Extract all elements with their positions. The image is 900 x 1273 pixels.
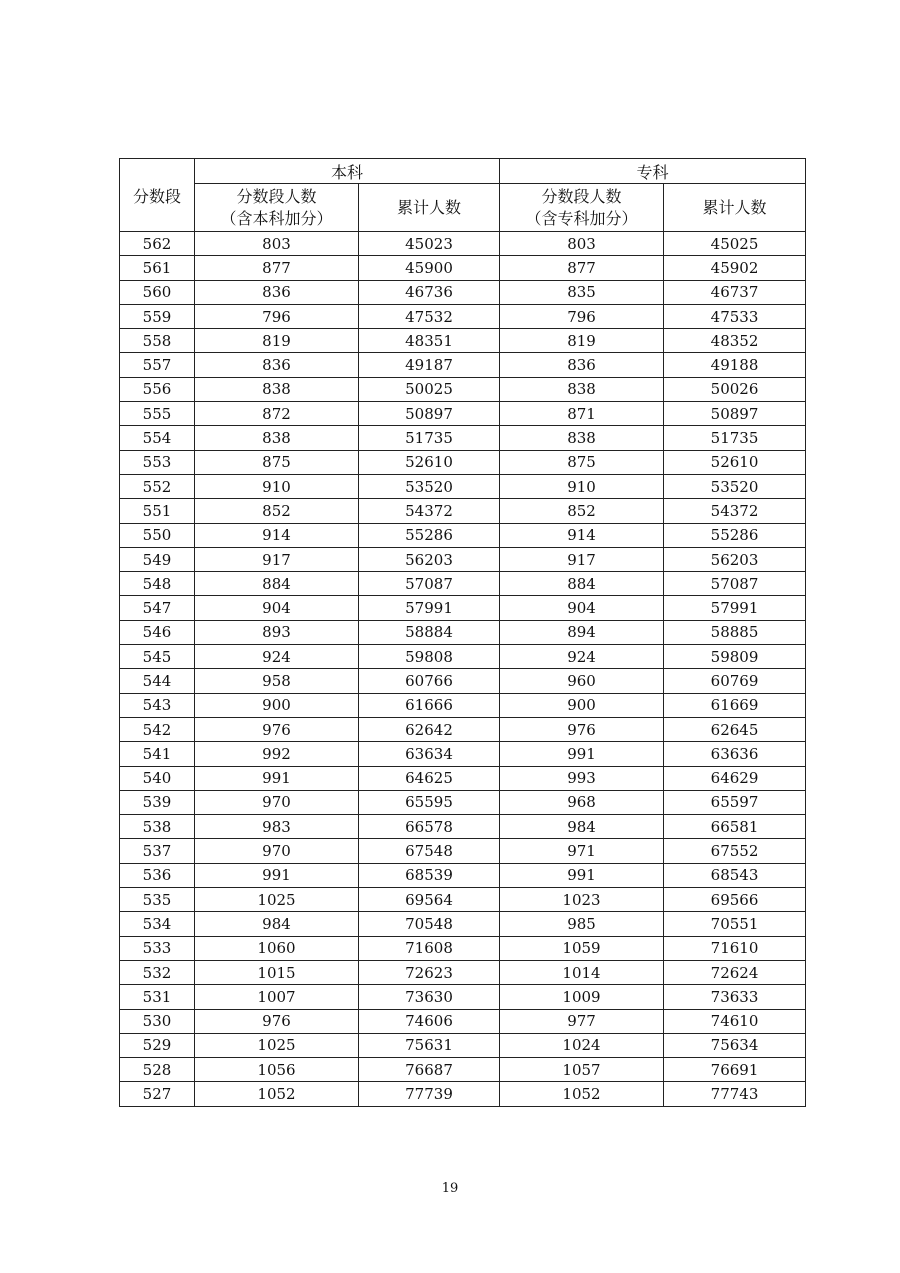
- undergrad-count-cell: 984: [195, 912, 359, 936]
- vocational-count-cell: 884: [500, 572, 664, 596]
- vocational-cumulative-cell: 45025: [664, 232, 806, 256]
- undergrad-cumulative-cell: 52610: [359, 450, 500, 474]
- undergrad-count-cell: 970: [195, 790, 359, 814]
- undergrad-cumulative-cell: 50025: [359, 377, 500, 401]
- score-cell: 557: [120, 353, 195, 377]
- undergrad-count-cell: 976: [195, 1009, 359, 1033]
- vocational-cumulative-cell: 53520: [664, 474, 806, 498]
- vocational-count-cell: 838: [500, 377, 664, 401]
- undergrad-cumulative-cell: 58884: [359, 620, 500, 644]
- undergrad-cumulative-cell: 60766: [359, 669, 500, 693]
- vocational-count-cell: 894: [500, 620, 664, 644]
- vocational-count-cell: 1023: [500, 888, 664, 912]
- undergrad-count-cell: 910: [195, 474, 359, 498]
- vocational-group-header: 专科: [500, 159, 806, 184]
- table-row: [120, 863, 806, 887]
- vocational-count-cell: 852: [500, 499, 664, 523]
- table-row: [120, 1009, 806, 1033]
- undergrad-group-header: 本科: [195, 159, 500, 184]
- vocational-cumulative-cell: 49188: [664, 353, 806, 377]
- table-row: [120, 596, 806, 620]
- vocational-cumulative-cell: 47533: [664, 304, 806, 328]
- score-cell: 559: [120, 304, 195, 328]
- undergrad-count-cell: 1025: [195, 1033, 359, 1057]
- undergrad-count-header-line1: 分数段人数: [236, 186, 317, 206]
- undergrad-count-cell: 970: [195, 839, 359, 863]
- vocational-count-cell: 796: [500, 304, 664, 328]
- table-row: [120, 936, 806, 960]
- score-cell: 555: [120, 402, 195, 426]
- vocational-count-cell: 835: [500, 280, 664, 304]
- vocational-count-cell: 1052: [500, 1082, 664, 1106]
- score-cell: 532: [120, 960, 195, 984]
- undergrad-cumulative-cell: 76687: [359, 1058, 500, 1082]
- score-cell: 537: [120, 839, 195, 863]
- undergrad-count-cell: 991: [195, 863, 359, 887]
- undergrad-count-cell: 991: [195, 766, 359, 790]
- table-row: [120, 669, 806, 693]
- vocational-cumulative-cell: 68543: [664, 863, 806, 887]
- score-cell: 554: [120, 426, 195, 450]
- table-row: [120, 402, 806, 426]
- undergrad-cumulative-cell: 57991: [359, 596, 500, 620]
- undergrad-count-cell: 838: [195, 377, 359, 401]
- table-row: [120, 888, 806, 912]
- undergrad-count-cell: 893: [195, 620, 359, 644]
- undergrad-count-cell: 904: [195, 596, 359, 620]
- table-row: [120, 474, 806, 498]
- vocational-count-cell: 984: [500, 815, 664, 839]
- undergrad-cumulative-cell: 46736: [359, 280, 500, 304]
- undergrad-cumulative-cell: 68539: [359, 863, 500, 887]
- vocational-cumulative-cell: 56203: [664, 547, 806, 571]
- score-cell: 535: [120, 888, 195, 912]
- undergrad-count-cell: 836: [195, 353, 359, 377]
- undergrad-cumulative-cell: 66578: [359, 815, 500, 839]
- vocational-count-cell: 1009: [500, 985, 664, 1009]
- vocational-count-cell: 914: [500, 523, 664, 547]
- score-cell: 545: [120, 645, 195, 669]
- score-cell: 540: [120, 766, 195, 790]
- vocational-cumulative-cell: 52610: [664, 450, 806, 474]
- vocational-count-cell: 838: [500, 426, 664, 450]
- table-row: [120, 815, 806, 839]
- undergrad-count-cell: 958: [195, 669, 359, 693]
- undergrad-count-cell: 1007: [195, 985, 359, 1009]
- vocational-cumulative-cell: 69566: [664, 888, 806, 912]
- score-cell: 547: [120, 596, 195, 620]
- vocational-count-cell: 976: [500, 717, 664, 741]
- table-row: [120, 717, 806, 741]
- undergrad-count-cell: 852: [195, 499, 359, 523]
- vocational-cumulative-cell: 51735: [664, 426, 806, 450]
- score-cell: 546: [120, 620, 195, 644]
- vocational-count-cell: 904: [500, 596, 664, 620]
- header-group-row: [120, 159, 806, 184]
- score-cell: 558: [120, 329, 195, 353]
- score-distribution-table: [119, 158, 806, 1107]
- table-row: [120, 353, 806, 377]
- vocational-count-header-line2: （含专科加分）: [525, 208, 638, 228]
- vocational-cumulative-cell: 64629: [664, 766, 806, 790]
- vocational-count-cell: 900: [500, 693, 664, 717]
- undergrad-cumulative-cell: 62642: [359, 717, 500, 741]
- vocational-count-cell: 803: [500, 232, 664, 256]
- vocational-cumulative-cell: 54372: [664, 499, 806, 523]
- undergrad-count-cell: 1056: [195, 1058, 359, 1082]
- table-row: [120, 523, 806, 547]
- undergrad-cumulative-cell: 50897: [359, 402, 500, 426]
- vocational-cumulative-cell: 59809: [664, 645, 806, 669]
- undergrad-cumulative-cell: 48351: [359, 329, 500, 353]
- undergrad-count-cell: 1025: [195, 888, 359, 912]
- table-row: [120, 450, 806, 474]
- undergrad-count-cell: 992: [195, 742, 359, 766]
- undergrad-cumulative-cell: 75631: [359, 1033, 500, 1057]
- vocational-cumulative-cell: 72624: [664, 960, 806, 984]
- vocational-cumulative-cell: 45902: [664, 256, 806, 280]
- table-row: [120, 547, 806, 571]
- score-cell: 548: [120, 572, 195, 596]
- vocational-count-cell: 924: [500, 645, 664, 669]
- table-row: [120, 620, 806, 644]
- score-cell: 562: [120, 232, 195, 256]
- vocational-cumulative-cell: 60769: [664, 669, 806, 693]
- undergrad-cumulative-cell: 69564: [359, 888, 500, 912]
- table-body: [120, 232, 806, 1107]
- table-header: [120, 159, 806, 232]
- vocational-cumulative-cell: 48352: [664, 329, 806, 353]
- undergrad-cumulative-cell: 64625: [359, 766, 500, 790]
- undergrad-cumulative-cell: 47532: [359, 304, 500, 328]
- undergrad-cumulative-cell: 55286: [359, 523, 500, 547]
- vocational-count-cell: 960: [500, 669, 664, 693]
- undergrad-count-cell: 924: [195, 645, 359, 669]
- table-row: [120, 742, 806, 766]
- vocational-count-cell: 991: [500, 742, 664, 766]
- vocational-count-cell: 836: [500, 353, 664, 377]
- undergrad-count-cell: 1015: [195, 960, 359, 984]
- vocational-cumulative-cell: 65597: [664, 790, 806, 814]
- vocational-count-header-line1: 分数段人数: [541, 186, 622, 206]
- undergrad-count-cell: 884: [195, 572, 359, 596]
- table-row: [120, 280, 806, 304]
- score-cell: 543: [120, 693, 195, 717]
- vocational-cumulative-cell: 55286: [664, 523, 806, 547]
- table-row: [120, 1058, 806, 1082]
- table-row: [120, 985, 806, 1009]
- vocational-count-cell: 1059: [500, 936, 664, 960]
- score-cell: 550: [120, 523, 195, 547]
- undergrad-count-cell: 838: [195, 426, 359, 450]
- undergrad-count-cell: 900: [195, 693, 359, 717]
- table-row: [120, 256, 806, 280]
- header-sub-row: [120, 184, 806, 232]
- vocational-count-cell: 968: [500, 790, 664, 814]
- vocational-count-header: [500, 184, 664, 232]
- undergrad-cumulative-cell: 72623: [359, 960, 500, 984]
- score-cell: 560: [120, 280, 195, 304]
- vocational-count-cell: 991: [500, 863, 664, 887]
- undergrad-count-cell: 836: [195, 280, 359, 304]
- undergrad-count-cell: 875: [195, 450, 359, 474]
- vocational-cumulative-cell: 67552: [664, 839, 806, 863]
- table-row: [120, 1082, 806, 1106]
- undergrad-count-cell: 917: [195, 547, 359, 571]
- vocational-count-cell: 993: [500, 766, 664, 790]
- undergrad-count-cell: 803: [195, 232, 359, 256]
- undergrad-count-cell: 1060: [195, 936, 359, 960]
- table-row: [120, 912, 806, 936]
- table-row: [120, 1033, 806, 1057]
- score-cell: 529: [120, 1033, 195, 1057]
- score-cell: 552: [120, 474, 195, 498]
- undergrad-cumulative-cell: 73630: [359, 985, 500, 1009]
- undergrad-cumulative-cell: 49187: [359, 353, 500, 377]
- score-cell: 536: [120, 863, 195, 887]
- vocational-count-cell: 985: [500, 912, 664, 936]
- vocational-cumulative-cell: 71610: [664, 936, 806, 960]
- score-band-header: 分数段: [120, 159, 195, 232]
- table-row: [120, 499, 806, 523]
- table-row: [120, 329, 806, 353]
- vocational-cumulative-cell: 70551: [664, 912, 806, 936]
- table-row: [120, 304, 806, 328]
- undergrad-cumulative-cell: 63634: [359, 742, 500, 766]
- table-row: [120, 645, 806, 669]
- score-cell: 551: [120, 499, 195, 523]
- vocational-cumulative-cell: 62645: [664, 717, 806, 741]
- score-cell: 527: [120, 1082, 195, 1106]
- vocational-count-cell: 819: [500, 329, 664, 353]
- score-cell: 556: [120, 377, 195, 401]
- undergrad-count-header: [195, 184, 359, 232]
- undergrad-cumulative-cell: 77739: [359, 1082, 500, 1106]
- score-cell: 534: [120, 912, 195, 936]
- vocational-count-cell: 1057: [500, 1058, 664, 1082]
- undergrad-count-cell: 796: [195, 304, 359, 328]
- table-row: [120, 693, 806, 717]
- undergrad-count-cell: 914: [195, 523, 359, 547]
- vocational-count-cell: 877: [500, 256, 664, 280]
- table-row: [120, 790, 806, 814]
- table-row: [120, 377, 806, 401]
- vocational-count-cell: 971: [500, 839, 664, 863]
- vocational-cumulative-header: 累计人数: [664, 184, 806, 232]
- undergrad-cumulative-cell: 57087: [359, 572, 500, 596]
- score-cell: 531: [120, 985, 195, 1009]
- vocational-cumulative-cell: 58885: [664, 620, 806, 644]
- vocational-cumulative-cell: 57991: [664, 596, 806, 620]
- undergrad-cumulative-cell: 74606: [359, 1009, 500, 1033]
- table-row: [120, 572, 806, 596]
- undergrad-count-cell: 819: [195, 329, 359, 353]
- vocational-cumulative-cell: 73633: [664, 985, 806, 1009]
- vocational-count-cell: 917: [500, 547, 664, 571]
- undergrad-cumulative-cell: 67548: [359, 839, 500, 863]
- vocational-count-cell: 1014: [500, 960, 664, 984]
- undergrad-count-cell: 983: [195, 815, 359, 839]
- score-cell: 530: [120, 1009, 195, 1033]
- vocational-count-cell: 875: [500, 450, 664, 474]
- score-cell: 553: [120, 450, 195, 474]
- score-cell: 539: [120, 790, 195, 814]
- undergrad-count-cell: 976: [195, 717, 359, 741]
- undergrad-count-cell: 877: [195, 256, 359, 280]
- vocational-count-cell: 1024: [500, 1033, 664, 1057]
- table-row: [120, 960, 806, 984]
- undergrad-cumulative-cell: 45900: [359, 256, 500, 280]
- vocational-cumulative-cell: 74610: [664, 1009, 806, 1033]
- table-row: [120, 766, 806, 790]
- vocational-cumulative-cell: 75634: [664, 1033, 806, 1057]
- undergrad-cumulative-cell: 45023: [359, 232, 500, 256]
- score-cell: 561: [120, 256, 195, 280]
- undergrad-cumulative-cell: 59808: [359, 645, 500, 669]
- vocational-cumulative-cell: 57087: [664, 572, 806, 596]
- undergrad-count-cell: 1052: [195, 1082, 359, 1106]
- vocational-cumulative-cell: 76691: [664, 1058, 806, 1082]
- score-cell: 538: [120, 815, 195, 839]
- vocational-cumulative-cell: 50897: [664, 402, 806, 426]
- undergrad-cumulative-header: 累计人数: [359, 184, 500, 232]
- vocational-count-cell: 977: [500, 1009, 664, 1033]
- vocational-count-cell: 871: [500, 402, 664, 426]
- vocational-cumulative-cell: 63636: [664, 742, 806, 766]
- undergrad-cumulative-cell: 51735: [359, 426, 500, 450]
- score-cell: 541: [120, 742, 195, 766]
- vocational-cumulative-cell: 50026: [664, 377, 806, 401]
- score-cell: 542: [120, 717, 195, 741]
- undergrad-count-header-line2: （含本科加分）: [220, 208, 333, 228]
- undergrad-cumulative-cell: 53520: [359, 474, 500, 498]
- undergrad-cumulative-cell: 54372: [359, 499, 500, 523]
- undergrad-cumulative-cell: 61666: [359, 693, 500, 717]
- undergrad-cumulative-cell: 65595: [359, 790, 500, 814]
- vocational-cumulative-cell: 61669: [664, 693, 806, 717]
- score-cell: 528: [120, 1058, 195, 1082]
- table-row: [120, 839, 806, 863]
- undergrad-cumulative-cell: 70548: [359, 912, 500, 936]
- vocational-count-cell: 910: [500, 474, 664, 498]
- score-cell: 549: [120, 547, 195, 571]
- vocational-cumulative-cell: 66581: [664, 815, 806, 839]
- undergrad-count-cell: 872: [195, 402, 359, 426]
- undergrad-cumulative-cell: 56203: [359, 547, 500, 571]
- page-number: 19: [441, 1181, 459, 1196]
- table-row: [120, 232, 806, 256]
- table-row: [120, 426, 806, 450]
- undergrad-cumulative-cell: 71608: [359, 936, 500, 960]
- score-cell: 544: [120, 669, 195, 693]
- vocational-cumulative-cell: 46737: [664, 280, 806, 304]
- vocational-cumulative-cell: 77743: [664, 1082, 806, 1106]
- score-cell: 533: [120, 936, 195, 960]
